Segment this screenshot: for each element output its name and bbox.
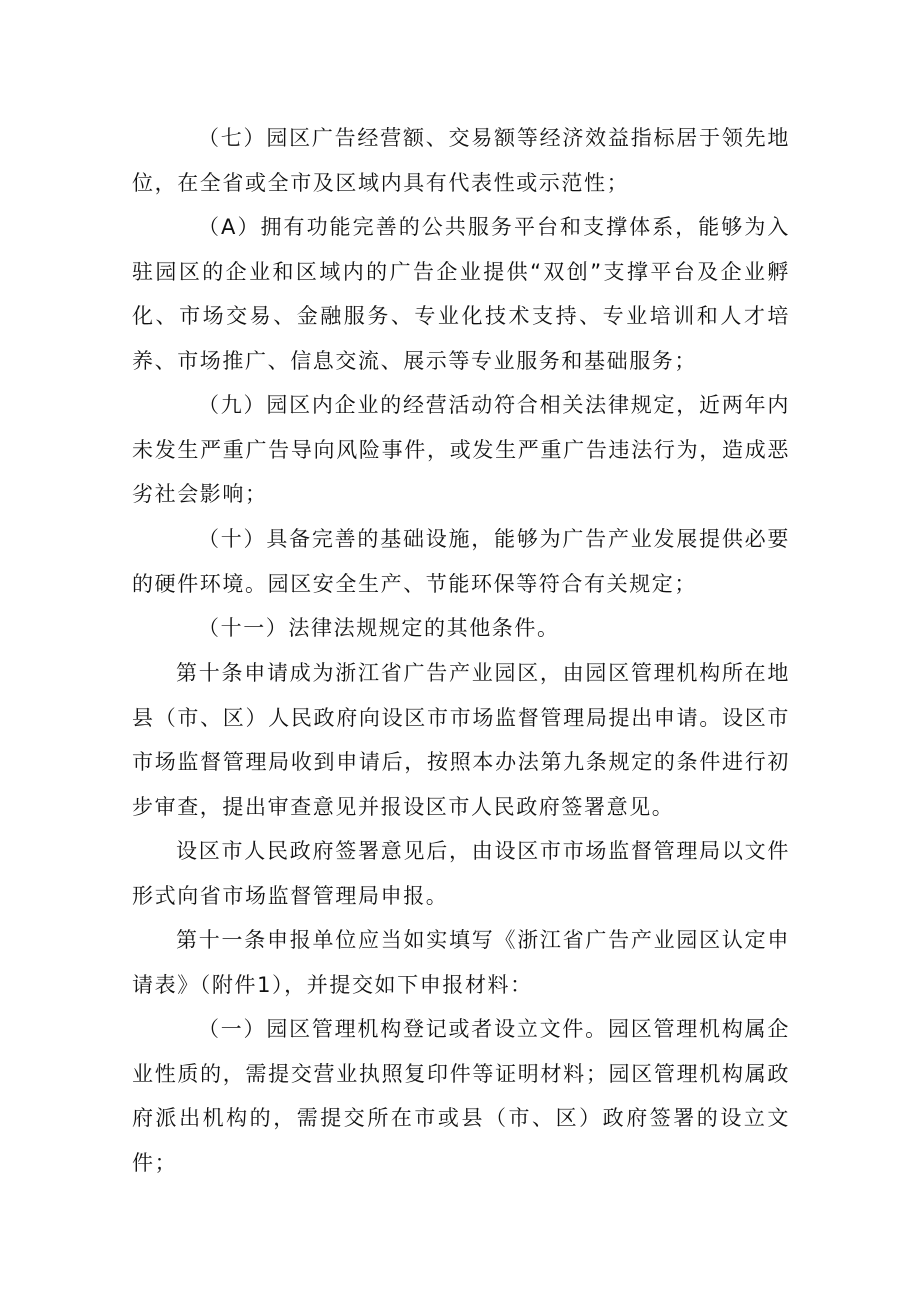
article-10-continuation: 设区市人民政府签署意见后，由设区市市场监督管理局以文件形式向省市场监督管理局申报。 bbox=[132, 839, 790, 908]
paragraph-item-10: （十）具备完善的基础设施，能够为广告产业发展提供必要的硬件环境。园区安全生产、节能环保等符合有关规定； bbox=[132, 527, 790, 596]
material-item-1: （一）园区管理机构登记或者设立文件。园区管理机构属企业性质的，需提交营业执照复印件等证明材料；园区管理机构属政府派出机构的，需提交所在市或县（市、区）政府签署的设立文件； bbox=[132, 1017, 790, 1175]
article-10-paragraph: 第十条申请成为浙江省广告产业园区，由园区管理机构所在地县（市、区）人民政府向设区市市场监督管理局提出申请。设区市市场监督管理局收到申请后，按照本办法第九条规定的条件进行初步审查，提出审查意见并报设区市人民政府签署意见。 bbox=[132, 661, 790, 819]
article-11-paragraph: 第十一条申报单位应当如实填写《浙江省广告产业园区认定申请表》（附件1），并提交如下申报材料： bbox=[132, 928, 790, 997]
paragraph-item-8: （A）拥有功能完善的公共服务平台和支撑体系，能够为入驻园区的企业和区域内的广告企业提供“双创”支撑平台及企业孵化、市场交易、金融服务、专业化技术支持、专业培训和人才培养、市场推广、信息交流、展示等专业服务和基础服务； bbox=[132, 215, 790, 373]
paragraph-item-11: （十一）法律法规规定的其他条件。 bbox=[198, 616, 560, 640]
paragraph-item-9: （九）园区内企业的经营活动符合相关法律规定，近两年内未发生严重广告导向风险事件，或发生严重广告违法行为，造成恶劣社会影响； bbox=[132, 393, 790, 506]
paragraph-item-7: （七）园区广告经营额、交易额等经济效益指标居于领先地位，在全省或全市及区域内具有代表性或示范性； bbox=[132, 126, 790, 195]
